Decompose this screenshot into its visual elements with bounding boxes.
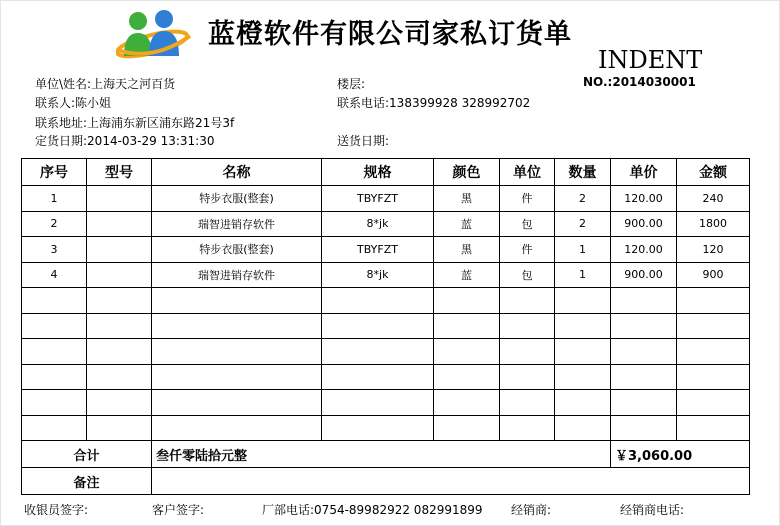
row-color	[434, 390, 500, 416]
row-model	[87, 288, 152, 314]
total-row	[22, 441, 750, 468]
customer-name: 单位\姓名:上海天之河百货	[35, 77, 176, 91]
row-unit	[500, 390, 555, 416]
row-spec	[322, 415, 434, 441]
row-color: 黑	[434, 186, 500, 212]
row-name: 瑞智进销存软件	[152, 211, 322, 237]
row-amount	[677, 339, 750, 365]
row-color	[434, 364, 500, 390]
row-amount: 120	[677, 237, 750, 263]
row-unit	[500, 415, 555, 441]
remark-value	[152, 468, 750, 495]
row-index	[22, 390, 87, 416]
floor: 楼层:	[337, 77, 366, 91]
row-amount: 1800	[677, 211, 750, 237]
row-spec: 8*jk	[322, 262, 434, 288]
row-color	[434, 339, 500, 365]
row-price: 120.00	[611, 186, 677, 212]
column-header-index: 序号	[22, 159, 87, 186]
row-quantity	[555, 415, 611, 441]
row-unit	[500, 364, 555, 390]
row-amount	[677, 364, 750, 390]
table-row	[22, 288, 750, 314]
row-quantity: 1	[555, 237, 611, 263]
row-name	[152, 313, 322, 339]
row-spec	[322, 313, 434, 339]
row-name	[152, 390, 322, 416]
row-index	[22, 339, 87, 365]
table-row	[22, 339, 750, 365]
table-row	[22, 262, 750, 288]
row-index	[22, 364, 87, 390]
row-index	[22, 288, 87, 314]
table-row	[22, 237, 750, 263]
row-price	[611, 288, 677, 314]
column-header-spec: 规格	[322, 159, 434, 186]
row-unit	[500, 339, 555, 365]
table-row	[22, 390, 750, 416]
row-amount: 240	[677, 186, 750, 212]
row-color	[434, 313, 500, 339]
row-amount	[677, 313, 750, 339]
page-title: 蓝橙软件有限公司家私订货单	[208, 19, 572, 50]
row-quantity	[555, 288, 611, 314]
row-price	[611, 415, 677, 441]
column-header-price: 单价	[611, 159, 677, 186]
row-quantity	[555, 339, 611, 365]
row-amount	[677, 390, 750, 416]
column-header-color: 颜色	[434, 159, 500, 186]
row-index	[22, 415, 87, 441]
row-unit	[500, 288, 555, 314]
dealer-phone: 经销商电话:	[620, 503, 685, 517]
row-name	[152, 415, 322, 441]
row-model	[87, 211, 152, 237]
row-name	[152, 288, 322, 314]
row-quantity	[555, 390, 611, 416]
row-price: 120.00	[611, 237, 677, 263]
row-amount	[677, 415, 750, 441]
total-label: 合计	[22, 441, 152, 468]
row-spec	[322, 390, 434, 416]
row-color: 蓝	[434, 211, 500, 237]
row-unit	[500, 313, 555, 339]
row-name	[152, 364, 322, 390]
cashier-signature: 收银员签字:	[24, 503, 89, 517]
order-table	[21, 158, 750, 495]
row-spec: TBYFZT	[322, 237, 434, 263]
row-price: 900.00	[611, 211, 677, 237]
row-unit: 包	[500, 211, 555, 237]
remark-label: 备注	[22, 468, 152, 495]
row-unit: 件	[500, 237, 555, 263]
order-number: NO.:2014030001	[583, 75, 696, 89]
row-spec	[322, 364, 434, 390]
row-quantity	[555, 313, 611, 339]
delivery-date: 送货日期:	[337, 134, 390, 148]
customer-signature: 客户签字:	[152, 503, 205, 517]
contact-person: 联系人:陈小姐	[35, 96, 112, 110]
row-model	[87, 390, 152, 416]
row-index: 3	[22, 237, 87, 263]
factory-phone: 厂部电话:0754-89982922 082991899	[262, 503, 483, 517]
row-price	[611, 339, 677, 365]
column-header-model: 型号	[87, 159, 152, 186]
row-index: 2	[22, 211, 87, 237]
contact-address: 联系地址:上海浦东新区浦东路21号3f	[35, 116, 235, 130]
row-spec	[322, 339, 434, 365]
dealer: 经销商:	[511, 503, 552, 517]
row-price	[611, 364, 677, 390]
row-spec	[322, 288, 434, 314]
row-name: 瑞智进销存软件	[152, 262, 322, 288]
remark-row	[22, 468, 750, 495]
contact-phone: 联系电话:138399928 328992702	[337, 96, 531, 110]
total-in-words: 叁仟零陆拾元整	[152, 441, 611, 468]
row-quantity: 1	[555, 262, 611, 288]
row-color	[434, 415, 500, 441]
table-row	[22, 364, 750, 390]
table-body	[22, 186, 750, 441]
row-price: 900.00	[611, 262, 677, 288]
row-quantity: 2	[555, 211, 611, 237]
column-header-amount: 金额	[677, 159, 750, 186]
column-header-unit: 单位	[500, 159, 555, 186]
page-subtitle: INDENT	[598, 46, 703, 74]
column-header-name: 名称	[152, 159, 322, 186]
row-index	[22, 313, 87, 339]
row-model	[87, 262, 152, 288]
row-color	[434, 288, 500, 314]
row-model	[87, 237, 152, 263]
row-model	[87, 186, 152, 212]
order-date: 定货日期:2014-03-29 13:31:30	[35, 134, 215, 148]
row-index: 4	[22, 262, 87, 288]
row-name: 特步衣服(整套)	[152, 186, 322, 212]
row-price	[611, 313, 677, 339]
row-quantity	[555, 364, 611, 390]
table-row	[22, 211, 750, 237]
table-row	[22, 313, 750, 339]
row-spec: 8*jk	[322, 211, 434, 237]
row-color: 蓝	[434, 262, 500, 288]
column-header-quantity: 数量	[555, 159, 611, 186]
row-index: 1	[22, 186, 87, 212]
row-model	[87, 364, 152, 390]
row-spec: TBYFZT	[322, 186, 434, 212]
row-name	[152, 339, 322, 365]
row-price	[611, 390, 677, 416]
table-row	[22, 415, 750, 441]
table-header-row	[22, 159, 750, 186]
row-unit: 包	[500, 262, 555, 288]
two-people-logo-icon	[116, 6, 192, 66]
row-quantity: 2	[555, 186, 611, 212]
table-row	[22, 186, 750, 212]
row-amount	[677, 288, 750, 314]
row-name: 特步衣服(整套)	[152, 237, 322, 263]
row-unit: 件	[500, 186, 555, 212]
total-amount: ￥3,060.00	[611, 441, 750, 468]
row-model	[87, 339, 152, 365]
row-model	[87, 415, 152, 441]
row-amount: 900	[677, 262, 750, 288]
row-model	[87, 313, 152, 339]
row-color: 黑	[434, 237, 500, 263]
